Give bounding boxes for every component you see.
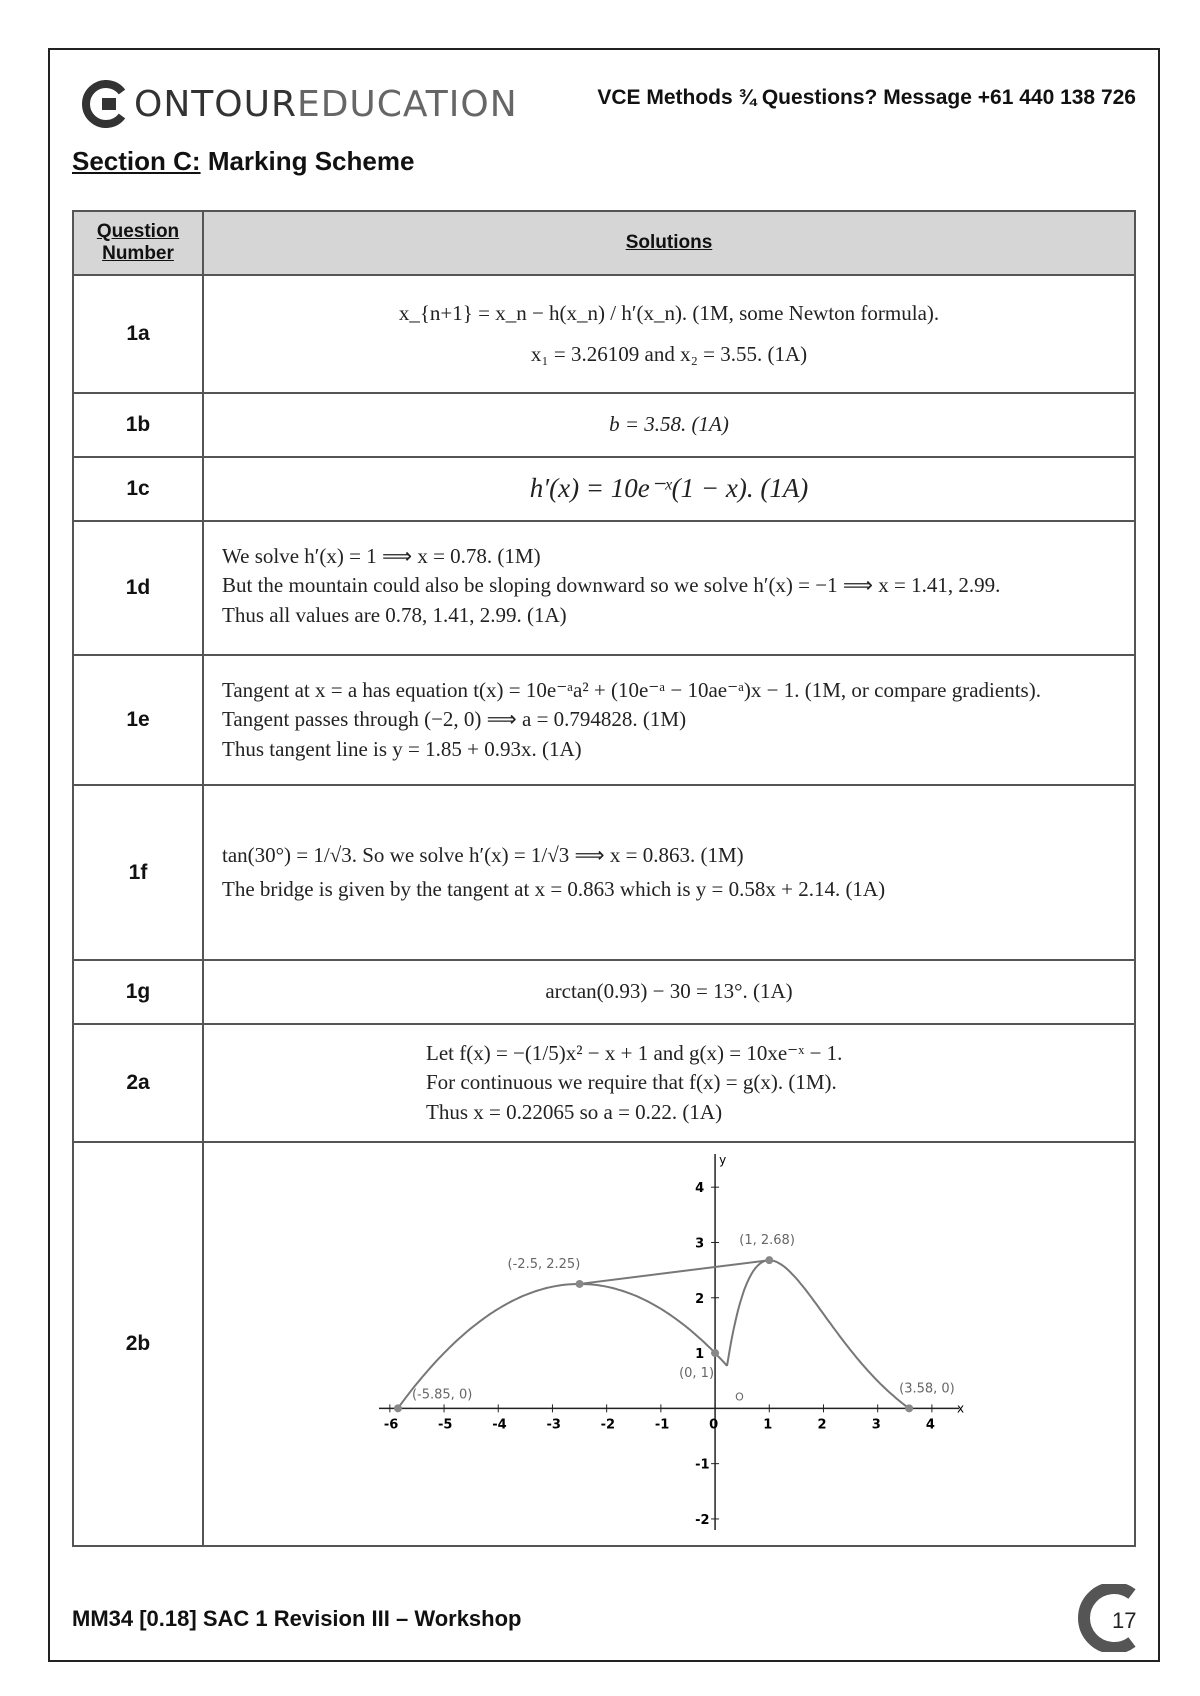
x-tick-label: -1	[654, 1417, 670, 1433]
point-label: (3.58, 0)	[899, 1381, 955, 1397]
point-label: (0, 1)	[679, 1366, 715, 1382]
solution-cell	[203, 393, 1135, 457]
solution-cell	[203, 785, 1135, 960]
question-number: 2a	[73, 1024, 203, 1142]
solution-cell	[203, 521, 1135, 655]
contour-logo-icon	[82, 80, 130, 128]
solution-line: Tangent at x = a has equation t(x) = 10e⁻ᵃa² + (10e⁻ᵃ − 10ae⁻ᵃ)x − 1. (1M, or compare gradients).	[222, 677, 1041, 702]
data-point	[711, 1349, 719, 1357]
x-axis-label: x	[957, 1401, 965, 1416]
point-label: (-2.5, 2.25)	[507, 1256, 581, 1272]
solution-line: We solve h′(x) = 1 ⟹ x = 0.78. (1M)	[222, 543, 541, 568]
x-tick-label: 0	[709, 1417, 719, 1433]
x-tick-label: 3	[871, 1417, 881, 1433]
point-label: (-5.85, 0)	[411, 1387, 473, 1403]
solution-cell	[203, 1024, 1135, 1142]
solution-line: Thus all values are 0.78, 1.41, 2.99. (1A)	[222, 602, 567, 627]
logo-word-education: EDUCATION	[296, 83, 518, 125]
x-tick-label: 4	[925, 1417, 935, 1433]
solution-line: x_{n+1} = x_n − h(x_n) / h′(x_n). (1M, some Newton formula).	[398, 300, 940, 325]
table-row	[73, 275, 1135, 393]
solution-cell	[203, 275, 1135, 393]
x-tick-label: 2	[817, 1417, 827, 1433]
x-tick-label: -3	[546, 1417, 561, 1433]
table-row	[73, 960, 1135, 1024]
table-row	[73, 655, 1135, 785]
y-axis-label: y	[719, 1153, 727, 1167]
solution-line: x₁ = 3.26109 and x₂ = 3.55. (1A)	[530, 342, 808, 366]
solution-line: But the mountain could also be sloping downward so we solve h′(x) = −1 ⟹ x = 1.41, 2.99.	[222, 573, 1001, 598]
footer-title: MM34 [0.18] SAC 1 Revision III – Workshop	[72, 1606, 522, 1631]
point-label: (1, 2.68)	[739, 1233, 795, 1249]
solution-line: Thus tangent line is y = 1.85 + 0.93x. (1A)	[222, 736, 582, 761]
solution-cell	[203, 457, 1135, 521]
solution-line: The bridge is given by the tangent at x = 0.863 which is y = 0.58x + 2.14. (1A)	[222, 876, 886, 901]
x-tick-label: -2	[600, 1417, 616, 1433]
data-point	[576, 1280, 584, 1288]
graph-marks	[394, 1233, 955, 1412]
curve-g	[727, 1260, 909, 1408]
header-solutions: Solutions	[203, 211, 1135, 275]
table-row	[73, 1024, 1135, 1142]
table-row	[73, 1142, 1135, 1546]
y-tick-label: 1	[695, 1347, 705, 1363]
solution-line: b = 3.58. (1A)	[609, 412, 729, 437]
solution-line: arctan(0.93) − 30 = 13°. (1A)	[545, 979, 793, 1004]
function-graph	[359, 1144, 979, 1544]
question-number: 1f	[73, 785, 203, 960]
table-row	[73, 457, 1135, 521]
solution-cell	[203, 655, 1135, 785]
question-number: 1d	[73, 521, 203, 655]
header-question-number: Question Number	[73, 211, 203, 275]
section-title	[72, 146, 414, 177]
y-tick-label: 3	[695, 1236, 705, 1252]
question-number: 1c	[73, 457, 203, 521]
marking-scheme-table	[72, 210, 1136, 1547]
data-point	[905, 1404, 913, 1412]
contour-logo	[82, 76, 518, 132]
y-tick-label: -1	[695, 1457, 710, 1473]
table-header-row	[73, 211, 1135, 275]
graph-axes	[379, 1153, 964, 1530]
y-tick-label: -2	[695, 1512, 710, 1528]
solution-cell	[203, 1142, 1135, 1546]
table-row	[73, 521, 1135, 655]
data-point	[394, 1404, 402, 1412]
x-tick-label: -4	[492, 1417, 507, 1433]
question-number: 1e	[73, 655, 203, 785]
y-tick-label: 2	[695, 1291, 705, 1307]
solution-line: h′(x) = 10e⁻ˣ(1 − x). (1A)	[529, 473, 809, 504]
origin-label: O	[735, 1390, 744, 1404]
table-row	[73, 785, 1135, 960]
question-number: 1g	[73, 960, 203, 1024]
solution-line: tan(30°) = 1/√3. So we solve h′(x) = 1/√3 ⟹ x = 0.863. (1M)	[222, 843, 744, 868]
x-tick-label: -5	[438, 1417, 453, 1433]
header-contact: VCE Methods ¾ Questions? Message +61 440 138 726	[597, 86, 1136, 109]
solution-cell	[203, 960, 1135, 1024]
solution-line: For continuous we require that f(x) = g(x). (1M).	[426, 1070, 837, 1095]
solution-line: Thus x = 0.22065 so a = 0.22. (1A)	[426, 1099, 723, 1124]
y-tick-label: 4	[695, 1181, 705, 1197]
x-tick-label: -6	[383, 1417, 399, 1433]
page-number: 17	[1112, 1608, 1137, 1633]
solution-line: Tangent passes through (−2, 0) ⟹ a = 0.794828. (1M)	[222, 707, 687, 732]
section-prefix: Section C:	[72, 146, 201, 176]
bridge-line	[580, 1260, 770, 1284]
data-point	[765, 1256, 773, 1264]
solution-line: Let f(x) = −(1/5)x² − x + 1 and g(x) = 10xe⁻ˣ − 1.	[426, 1040, 843, 1065]
logo-word-contour: ONTOUR	[134, 83, 297, 125]
x-tick-label: 1	[763, 1417, 773, 1433]
question-number: 1b	[73, 393, 203, 457]
question-number: 2b	[73, 1142, 203, 1546]
section-title-text: Marking Scheme	[207, 146, 415, 176]
table-row	[73, 393, 1135, 457]
question-number: 1a	[73, 275, 203, 393]
